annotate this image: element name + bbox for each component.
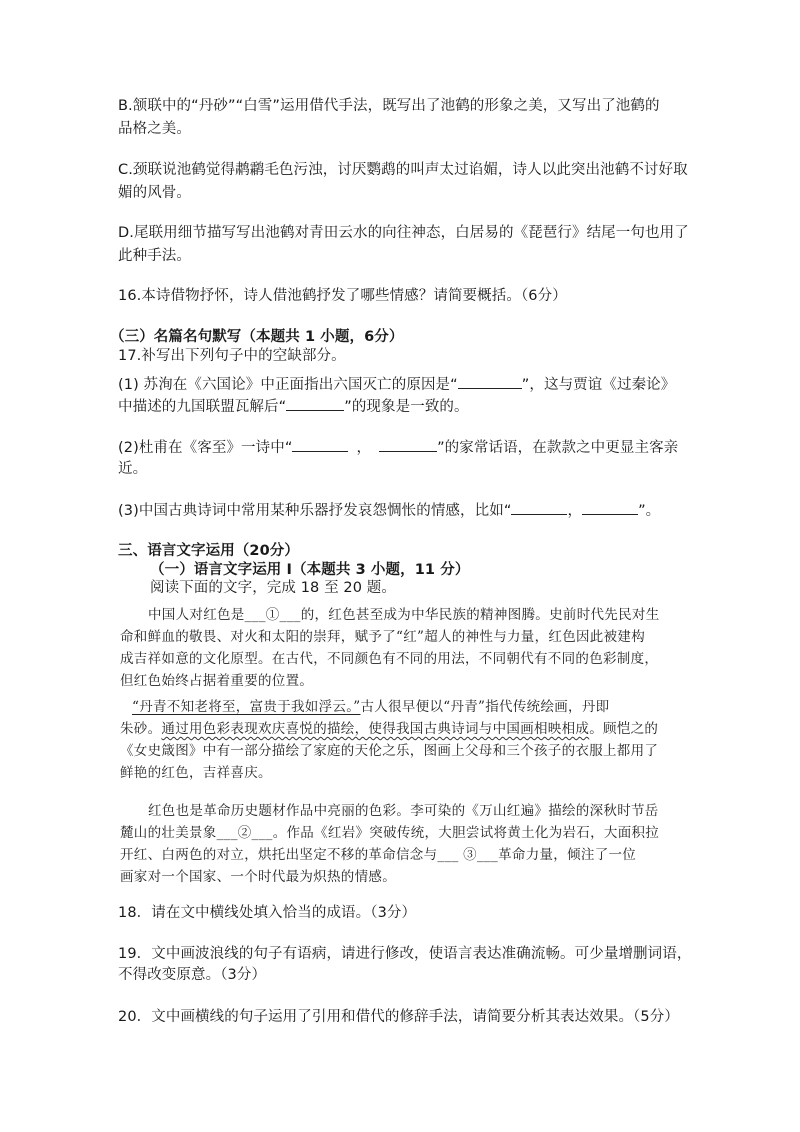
answer-blank[interactable] [458,373,522,389]
q17-item1-line2: 中描述的九国联盟瓦解后“ ”的现象是一致的。 [118,395,469,417]
answer-blank[interactable] [511,499,567,515]
part3-subheading: （一）语言文字运用 Ⅰ（本题共 3 小题，11 分） [150,562,470,578]
passage-line: 画家对一个国家、一个时代最为炽热的情感。 [120,869,396,885]
question-19-line1: 19．文中画波浪线的句子有语病，请进行修改，使语言表达准确流畅。可少量增删词语， [118,946,692,962]
option-b-line2: 品格之美。 [118,121,191,137]
answer-blank[interactable] [582,499,638,515]
option-b-line1: B.颔联中的“丹砂”“白雪”运用借代手法，既写出了池鹤的形象之美，又写出了池鹤的 [118,98,660,114]
answer-blank[interactable] [286,395,344,411]
passage-line: 开红、白两色的对立，烘托出坚定不移的革命信念与___ ③___革命力量，倾注了一位 [120,847,637,863]
question-19-line2: 不得改变原意。（3分） [118,967,267,983]
passage-line: 朱砂。通过用色彩表现欢庆喜悦的描绘，使得我国古典诗词与中国画相映相成。顾恺之的 [120,721,659,737]
part3-heading: 三、语言文字运用（20分） [118,543,299,559]
passage-line: 鲜艳的红色，吉祥喜庆。 [120,765,272,781]
option-d-line1: D.尾联用细节描写写出池鹤对青田云水的向往神态，白居易的《琵琶行》结尾一句也用了 [118,225,689,241]
question-17: 17.补写出下列句子中的空缺部分。 [118,348,346,364]
answer-blank[interactable] [292,436,348,452]
reading-instruction: 阅读下面的文字，完成 18 至 20 题。 [150,580,396,596]
q17-item2-line2: 近。 [118,461,148,477]
option-d-line2: 此种手法。 [118,248,191,264]
q17-item1-line1: (1) 苏洵在《六国论》中正面指出六国灭亡的原因是“ ”，这与贾谊《过秦论》 [118,373,675,395]
q17-item3: (3)中国古典诗词中常用某种乐器抒发哀怨惆怅的情感，比如“ ， ”。 [118,499,660,521]
answer-blank[interactable] [379,436,437,452]
passage-line: 但红色始终占据着重要的位置。 [120,673,314,689]
option-c-line1: C.颈联说池鹤觉得鹔鹴毛色污浊，讨厌鹦鹉的叫声太过谄媚，诗人以此突出池鹤不讨好取 [118,162,688,178]
passage-line: 命和鲜血的敬畏、对火和太阳的崇拜，赋予了“红”超人的神性与力量，红色因此被建构 [120,629,646,645]
passage-line: 《女史箴图》中有一部分描绘了家庭的天伦之乐，图画上父母和三个孩子的衣服上都用了 [120,743,659,759]
question-16: 16.本诗借物抒怀，诗人借池鹤抒发了哪些情感？请简要概括。（6分） [118,288,567,304]
passage-line: “丹青不知老将至，富贵于我如浮云。”古人很早便以“丹青”指代传统绘画，丹即 [132,699,610,715]
question-20: 20．文中画横线的句子运用了引用和借代的修辞手法，请简要分析其表达效果。（5分） [118,1009,679,1025]
wavy-underlined-sentence: 通过用色彩表现欢庆喜悦的描绘，使得我国古典诗词与中国画相映相成 [161,721,590,737]
option-c-line2: 媚的风骨。 [118,185,191,201]
q17-item2-line1: (2)杜甫在《客至》一诗中“ ， ”的家常话语，在款款之中更显主客亲 [118,436,678,458]
section-heading-famous-lines: （三）名篇名句默写（本题共 1 小题，6分） [110,329,404,345]
passage-line: 成吉祥如意的文化原型。在古代，不同颜色有不同的用法，不同朝代有不同的色彩制度， [120,651,659,667]
question-18: 18．请在文中横线处填入恰当的成语。（3分） [118,905,417,921]
passage-line: 麓山的壮美景象___②___。作品《红岩》突破传统，大胆尝试将黄土化为岩石，大面积拉 [120,825,660,841]
passage-line: 红色也是革命历史题材作品中亮丽的色彩。李可染的《万山红遍》描绘的深秋时节岳 [148,803,659,819]
passage-line: 中国人对红色是___①___的，红色甚至成为中华民族的精神图腾。史前时代先民对生 [148,607,660,623]
underlined-quote: “丹青不知老将至，富贵于我如浮云。” [132,699,361,715]
